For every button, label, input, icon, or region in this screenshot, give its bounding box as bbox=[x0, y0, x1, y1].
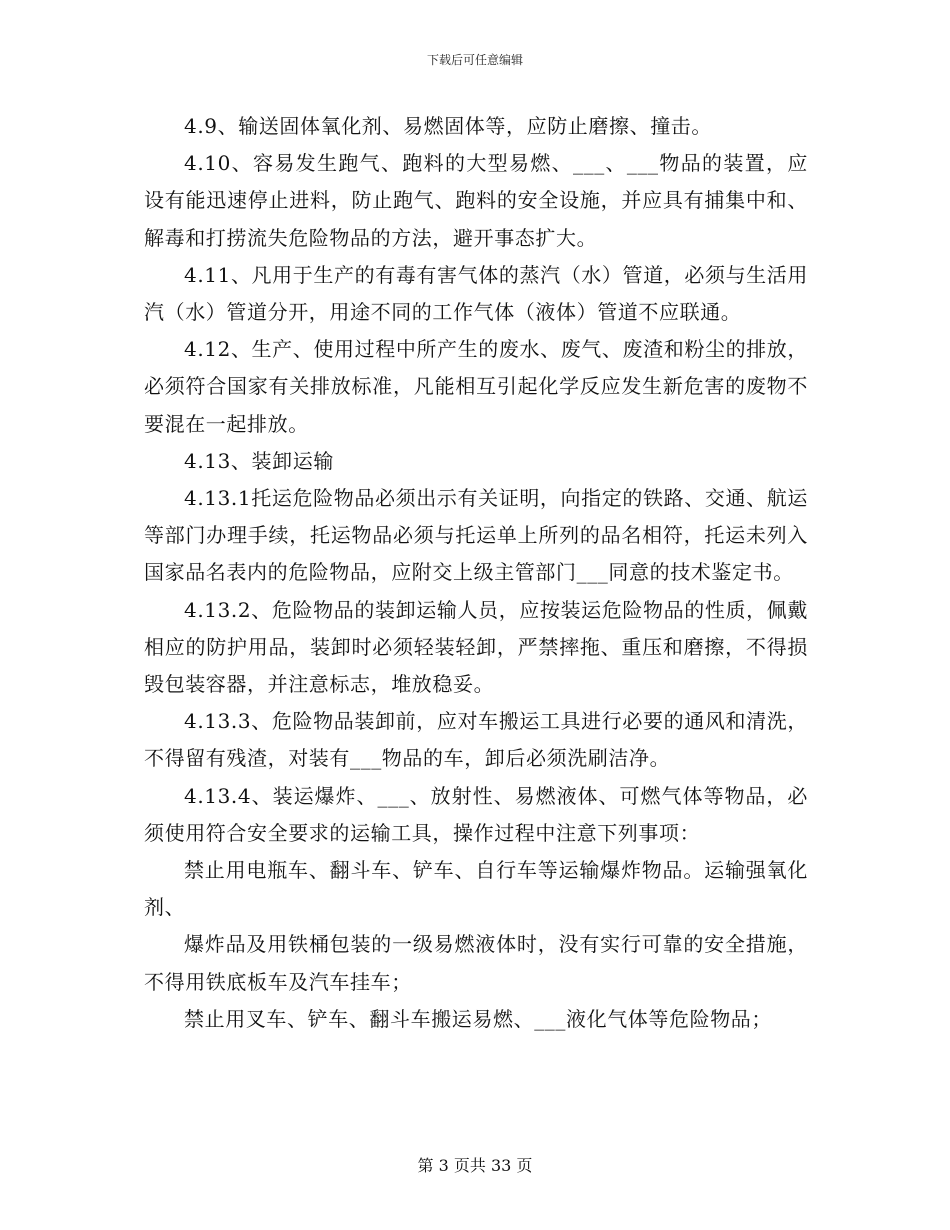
rule-item-2: 爆炸品及用铁桶包装的一级易燃液体时，没有实行可靠的安全措施，不得用铁底板车及汽车挂车； bbox=[144, 932, 808, 994]
paragraph-4-13-1: 4.13.1托运危险物品必须出示有关证明，向指定的铁路、交通、航运等部门办理手续，托运物品必须与托运单上所列的品名相符，托运未列入国家品名表内的危险物品，应附交上级主管部门___同意的技术鉴定书。 bbox=[144, 486, 808, 585]
paragraph-4-11: 4.11、凡用于生产的有毒有害气体的蒸汽（水）管道，必须与生活用汽（水）管道分开，用途不同的工作气体（液体）管道不应联通。 bbox=[144, 262, 808, 325]
paragraph-4-13-4: 4.13.4、装运爆炸、___、放射性、易燃液体、可燃气体等物品，必须使用符合安全要求的运输工具，操作过程中注意下列事项： bbox=[144, 783, 808, 845]
rule-item-3: 禁止用叉车、铲车、翻斗车搬运易燃、___液化气体等危险物品； bbox=[184, 1006, 772, 1031]
rule-item-1: 禁止用电瓶车、翻斗车、铲车、自行车等运输爆炸物品。运输强氧化剂、 bbox=[144, 858, 808, 920]
paragraph-4-13-3: 4.13.3、危险物品装卸前，应对车搬运工具进行必要的通风和清洗，不得留有残渣，对装有___物品的车，卸后必须洗刷洁净。 bbox=[144, 709, 808, 771]
page-footer: 第 3 页共 33 页 bbox=[417, 1156, 533, 1175]
section-heading-4-13: 4.13、装卸运输 bbox=[184, 448, 334, 473]
paragraph-4-10: 4.10、容易发生跑气、跑料的大型易燃、___、___物品的装置，应设有能迅速停止进料，防止跑气、跑料的安全设施，并应具有捕集中和、解毒和打捞流失危险物品的方法，避开事态扩大。 bbox=[144, 151, 808, 250]
paragraph-4-13-2: 4.13.2、危险物品的装卸运输人员，应按装运危险物品的性质，佩戴相应的防护用品，装卸时必须轻装轻卸，严禁摔拖、重压和磨擦，不得损毁包装容器，并注意标志，堆放稳妥。 bbox=[144, 597, 808, 697]
paragraph-4-9: 4.9、输送固体氧化剂、易燃固体等，应防止磨擦、撞击。 bbox=[184, 114, 713, 138]
document-body bbox=[144, 108, 808, 1038]
page-header: 下载后可任意编辑 bbox=[426, 53, 523, 67]
paragraph-4-12: 4.12、生产、使用过程中所产生的废水、废气、废渣和粉尘的排放，必须符合国家有关排放标准，凡能相互引起化学反应发生新危害的废物不要混在一起排放。 bbox=[144, 337, 808, 436]
